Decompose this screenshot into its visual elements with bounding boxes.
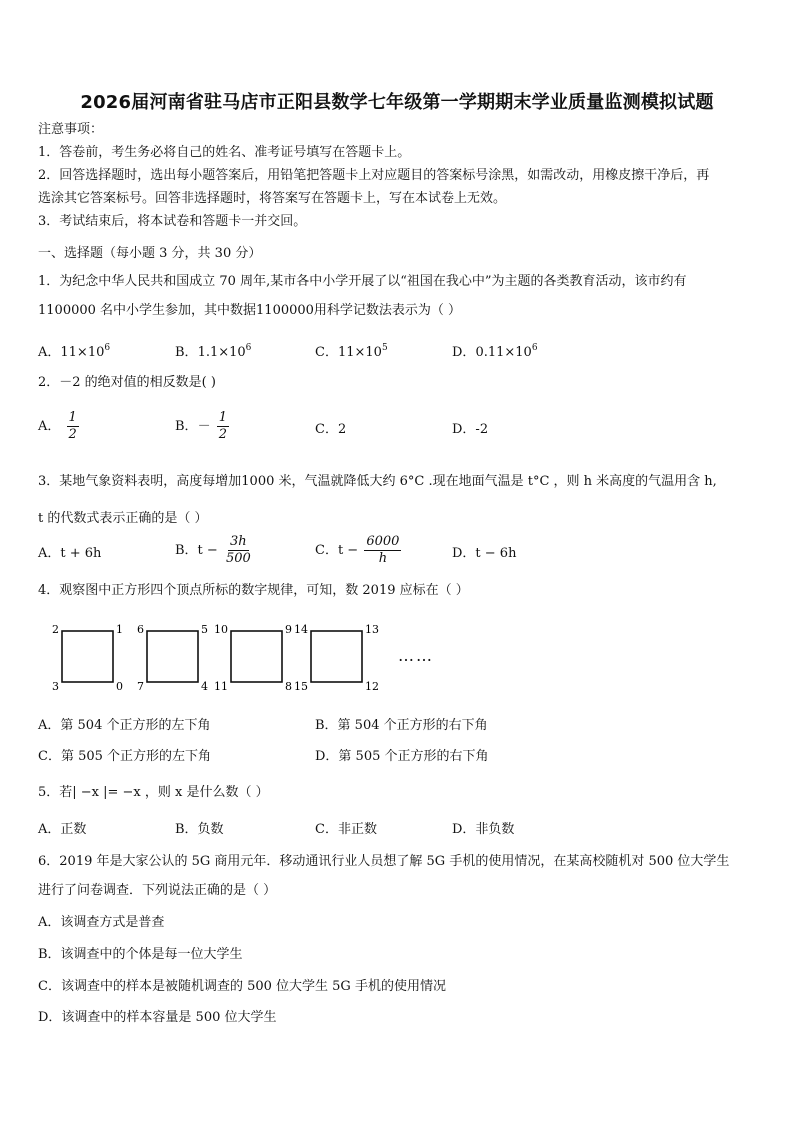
q5-stem: 5．若| −x |= −x ，则 x 是什么数（ ） [38, 785, 269, 800]
option-value: 0.11×10 [475, 345, 532, 360]
option-label: C． [315, 345, 338, 360]
corner-label-tl: 6 [137, 623, 144, 636]
q5-option-a: A．正数 [38, 822, 87, 837]
corner-label-br: 12 [365, 680, 379, 693]
corner-label-bl: 15 [294, 680, 308, 693]
notice-heading: 注意事项： [38, 122, 104, 137]
notice-item: 选涂其它答案标号。回答非选择题时，将答案写在答题卡上，写在本试卷上无效。 [38, 191, 507, 206]
option-exponent: 6 [531, 343, 538, 353]
option-value: 11×10 [60, 345, 105, 360]
q2-stem: 2．－2 的绝对值的相反数是( ) [38, 375, 216, 390]
fraction-numerator: 3h [230, 534, 247, 549]
q5-option-c: C．非正数 [315, 822, 377, 837]
corner-label-tl: 14 [294, 623, 308, 636]
option-exponent: 5 [381, 343, 388, 353]
fraction-numerator: 1 [68, 410, 77, 425]
exam-title: 2026届河南省驻马店市正阳县数学七年级第一学期期末学业质量监测模拟试题 [80, 92, 714, 113]
square-4 [311, 631, 362, 682]
corner-label-bl: 11 [214, 680, 228, 693]
fraction-denominator: 500 [225, 551, 251, 566]
q4-option-a: A．第 504 个正方形的左下角 [38, 718, 211, 733]
q2-option-c: C．2 [315, 422, 347, 437]
option-exponent: 6 [245, 343, 252, 353]
option-label: B． [175, 419, 198, 434]
option-value: 1.1×10 [197, 345, 246, 360]
fraction-numerator: 1 [218, 410, 227, 425]
q3-option-a: A．t + 6h [38, 546, 102, 561]
fraction-denominator: h [378, 551, 388, 566]
option-exponent: 6 [104, 343, 111, 353]
corner-label-bl: 7 [137, 680, 144, 693]
corner-label-br: 4 [201, 680, 208, 693]
option-label: A． [38, 345, 61, 360]
notice-item: 2．回答选择题时，选出每小题答案后，用铅笔把答题卡上对应题目的答案标号涂黑，如需改动，用橡皮擦干净后，再 [38, 168, 710, 183]
option-sign: － [197, 419, 211, 434]
option-label: A． [38, 419, 61, 434]
option-label: B．t − [175, 543, 218, 558]
q3-option-d: D．t − 6h [452, 546, 517, 561]
q6-option-a: A．该调查方式是普查 [38, 915, 165, 930]
q3-stem-line2: t 的代数式表示正确的是（ ） [38, 511, 208, 526]
option-label: B． [175, 345, 198, 360]
square-3 [231, 631, 282, 682]
continuation-dots: …… [398, 646, 434, 665]
option-label: D． [452, 345, 476, 360]
corner-label-br: 8 [285, 680, 292, 693]
q6-stem-line2: 进行了问卷调查．下列说法正确的是（ ） [38, 883, 277, 898]
option-label: C．t − [315, 543, 359, 558]
corner-label-tr: 13 [365, 623, 379, 636]
section-heading: 一、选择题（每小题 3 分，共 30 分） [38, 246, 262, 261]
corner-label-tr: 9 [285, 623, 292, 636]
corner-label-tl: 2 [52, 623, 59, 636]
corner-label-bl: 3 [52, 680, 59, 693]
option-value: 11×10 [337, 345, 382, 360]
q6-stem-line1: 6．2019 年是大家公认的 5G 商用元年．移动通讯行业人员想了解 5G 手机的使用情况，在某高校随机对 500 位大学生 [38, 854, 730, 869]
q6-option-b: B．该调查中的个体是每一位大学生 [38, 947, 243, 962]
fraction-numerator: 6000 [366, 534, 400, 549]
q1-stem-line2: 1100000 名中小学生参加，其中数据1100000用科学记数法表示为（ ） [38, 303, 462, 318]
q2-option-d: D．-2 [452, 422, 489, 437]
square-2 [147, 631, 198, 682]
q4-option-c: C．第 505 个正方形的左下角 [38, 749, 212, 764]
fraction-denominator: 2 [68, 427, 77, 442]
notice-item: 1．答卷前，考生务必将自己的姓名、准考证号填写在答题卡上。 [38, 145, 411, 160]
corner-label-tl: 10 [214, 623, 228, 636]
corner-label-tr: 5 [201, 623, 208, 636]
corner-label-br: 0 [116, 680, 123, 693]
notice-item: 3．考试结束后，将本试卷和答题卡一并交回。 [38, 214, 307, 229]
square-1 [62, 631, 113, 682]
corner-label-tr: 1 [116, 623, 123, 636]
q6-option-c: C．该调查中的样本是被随机调查的 500 位大学生 5G 手机的使用情况 [38, 979, 446, 994]
q5-option-b: B．负数 [175, 822, 224, 837]
fraction-denominator: 2 [218, 427, 227, 442]
q3-stem-line1: 3．某地气象资料表明，高度每增加1000 米，气温就降低大约 6°C .现在地面气温是 t°C ，则 h 米高度的气温用含 h, [38, 474, 717, 489]
q4-option-d: D．第 505 个正方形的右下角 [315, 749, 489, 764]
q4-stem: 4．观察图中正方形四个顶点所标的数字规律，可知，数 2019 应标在（ ） [38, 583, 469, 598]
q6-option-d: D．该调查中的样本容量是 500 位大学生 [38, 1010, 277, 1025]
q1-stem-line1: 1．为纪念中华人民共和国成立 70 周年,某市各中小学开展了以“祖国在我心中”为主题的各类教育活动，该市约有 [38, 274, 687, 289]
q5-option-d: D．非负数 [452, 822, 515, 837]
q4-option-b: B．第 504 个正方形的右下角 [315, 718, 488, 733]
